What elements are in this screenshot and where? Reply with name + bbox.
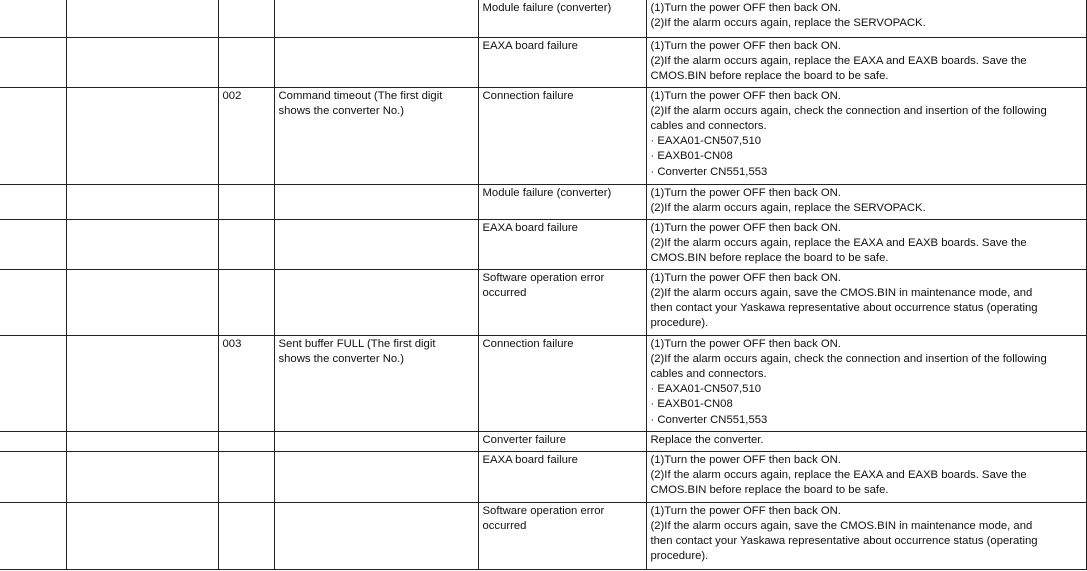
remedy-cell [646, 87, 1086, 184]
remedy-text-line: (2)If the alarm occurs again, replace the SERVOPACK. [650, 17, 926, 30]
alarm-name-line: Sent buffer FULL (The first digit [278, 337, 436, 350]
cause-cell [478, 87, 646, 184]
remedy-text-line: cables and connectors. [650, 119, 767, 132]
blank-cell-b [66, 335, 218, 431]
alarm-name-line: shows the converter No.) [278, 104, 405, 117]
alarm-name-cell [274, 184, 478, 219]
alarm-sub-code-cell [218, 184, 274, 219]
cause-text: Module failure (converter) [482, 2, 612, 14]
blank-cell-a [0, 0, 66, 37]
remedy-cell [646, 451, 1086, 502]
remedy-text-line: CMOS.BIN before replace the board to be safe. [650, 251, 889, 264]
blank-cell-b [66, 219, 218, 269]
table-row [0, 0, 1086, 37]
remedy-text-line: procedure). [650, 550, 709, 563]
remedy-text-line: (2)If the alarm occurs again, check the connection and insertion of the following [650, 352, 1047, 365]
alarm-sub-code-cell [218, 451, 274, 502]
blank-cell-b [66, 431, 218, 451]
remedy-text-line: (1)Turn the power OFF then back ON. [650, 39, 841, 52]
table-row [0, 335, 1086, 431]
blank-cell-b [66, 37, 218, 87]
remedy-bullet-item: · EAXB01-CN08 [650, 398, 733, 411]
alarm-sub-code-cell [218, 502, 274, 569]
remedy-text-line: (2)If the alarm occurs again, replace the EAXA and EAXB boards. Save the [650, 236, 1027, 249]
alarm-name-cell [274, 87, 478, 184]
remedy-text-line: (2)If the alarm occurs again, save the CMOS.BIN in maintenance mode, and [650, 286, 1033, 299]
cause-cell [478, 37, 646, 87]
remedy-cell [646, 431, 1086, 451]
cause-cell [478, 335, 646, 431]
remedy-cell [646, 502, 1086, 569]
alarm-sub-code-cell [218, 431, 274, 451]
remedy-text-line: cables and connectors. [650, 367, 767, 380]
cause-text: Software operation error [482, 271, 605, 284]
alarm-sub-code-cell [218, 269, 274, 335]
remedy-text-line: (1)Turn the power OFF then back ON. [650, 89, 841, 102]
blank-cell-a [0, 451, 66, 502]
table-row [0, 87, 1086, 184]
alarm-name-cell [274, 335, 478, 431]
blank-cell-a [0, 37, 66, 87]
blank-cell-b [66, 184, 218, 219]
remedy-bullet-item: · Converter CN551,553 [650, 413, 768, 426]
cause-cell [478, 451, 646, 502]
remedy-text-line: procedure). [650, 317, 709, 330]
cause-cell [478, 502, 646, 569]
cause-text: EAXA board failure [482, 221, 578, 234]
remedy-bullet-item: · EAXA01-CN507,510 [650, 383, 762, 396]
cause-text: Connection failure [482, 337, 574, 350]
table-row [0, 431, 1086, 451]
alarm-sub-code-cell [218, 219, 274, 269]
remedy-text-line: (1)Turn the power OFF then back ON. [650, 453, 841, 466]
cause-text: EAXA board failure [482, 39, 578, 52]
blank-cell-a [0, 219, 66, 269]
remedy-text-line: (1)Turn the power OFF then back ON. [650, 2, 841, 14]
remedy-text-line: (1)Turn the power OFF then back ON. [650, 504, 841, 517]
alarm-name-cell [274, 37, 478, 87]
table-row [0, 219, 1086, 269]
remedy-text-line: (1)Turn the power OFF then back ON. [650, 186, 841, 199]
blank-cell-a [0, 502, 66, 569]
alarm-name-cell [274, 0, 478, 37]
alarm-name-cell [274, 431, 478, 451]
cause-text: occurred [482, 519, 527, 532]
blank-cell-a [0, 184, 66, 219]
blank-cell-b [66, 502, 218, 569]
alarm-sub-code: 003 [222, 337, 242, 350]
blank-cell-b [66, 87, 218, 184]
remedy-cell [646, 184, 1086, 219]
cause-text: Connection failure [482, 89, 574, 102]
remedy-text-line: then contact your Yaskawa representative about occurrence status (operating [650, 534, 1038, 547]
remedy-cell [646, 219, 1086, 269]
table-row [0, 184, 1086, 219]
blank-cell-a [0, 269, 66, 335]
cause-text: Software operation error [482, 504, 605, 517]
cause-text: Module failure (converter) [482, 186, 612, 199]
alarm-sub-code: 002 [222, 89, 242, 102]
remedy-text-line: CMOS.BIN before replace the board to be safe. [650, 69, 889, 82]
remedy-text-line: (1)Turn the power OFF then back ON. [650, 337, 841, 350]
cause-cell [478, 0, 646, 37]
remedy-cell [646, 269, 1086, 335]
cause-text: occurred [482, 286, 527, 299]
remedy-cell [646, 335, 1086, 431]
remedy-text-line: then contact your Yaskawa representative about occurrence status (operating [650, 301, 1038, 314]
cause-cell [478, 219, 646, 269]
remedy-text-line: (2)If the alarm occurs again, save the CMOS.BIN in maintenance mode, and [650, 519, 1033, 532]
cause-cell [478, 184, 646, 219]
remedy-text-line: (1)Turn the power OFF then back ON. [650, 221, 841, 234]
blank-cell-b [66, 451, 218, 502]
alarm-name-line: shows the converter No.) [278, 352, 405, 365]
alarm-name-cell [274, 502, 478, 569]
remedy-text-line: Replace the converter. [650, 433, 764, 446]
remedy-text-line: (2)If the alarm occurs again, replace the EAXA and EAXB boards. Save the [650, 54, 1027, 67]
table-row [0, 502, 1086, 569]
blank-cell-a [0, 431, 66, 451]
table-row [0, 451, 1086, 502]
alarm-sub-code-cell [218, 335, 274, 431]
remedy-cell [646, 0, 1086, 37]
remedy-text-line: (2)If the alarm occurs again, check the connection and insertion of the following [650, 104, 1047, 117]
remedy-bullet-item: · EAXA01-CN507,510 [650, 135, 762, 148]
alarm-sub-code-cell [218, 87, 274, 184]
cause-cell [478, 431, 646, 451]
remedy-text-line: (2)If the alarm occurs again, replace the EAXA and EAXB boards. Save the [650, 468, 1027, 481]
blank-cell-b [66, 0, 218, 37]
alarm-name-cell [274, 451, 478, 502]
remedy-text-line: (2)If the alarm occurs again, replace the SERVOPACK. [650, 201, 926, 214]
table-row [0, 269, 1086, 335]
table-row [0, 37, 1086, 87]
remedy-text-line: CMOS.BIN before replace the board to be safe. [650, 483, 889, 496]
alarm-sub-code-cell [218, 0, 274, 37]
remedy-cell [646, 37, 1086, 87]
blank-cell-a [0, 335, 66, 431]
alarm-sub-code-cell [218, 37, 274, 87]
remedy-bullet-item: · Converter CN551,553 [650, 165, 768, 178]
remedy-bullet-item: · EAXB01-CN08 [650, 150, 733, 163]
remedy-text-line: (1)Turn the power OFF then back ON. [650, 271, 841, 284]
alarm-name-cell [274, 219, 478, 269]
blank-cell-a [0, 87, 66, 184]
cause-text: Converter failure [482, 433, 567, 446]
cause-cell [478, 269, 646, 335]
cause-text: EAXA board failure [482, 453, 578, 466]
alarm-name-line: Command timeout (The first digit [278, 89, 443, 102]
alarm-name-cell [274, 269, 478, 335]
blank-cell-b [66, 269, 218, 335]
